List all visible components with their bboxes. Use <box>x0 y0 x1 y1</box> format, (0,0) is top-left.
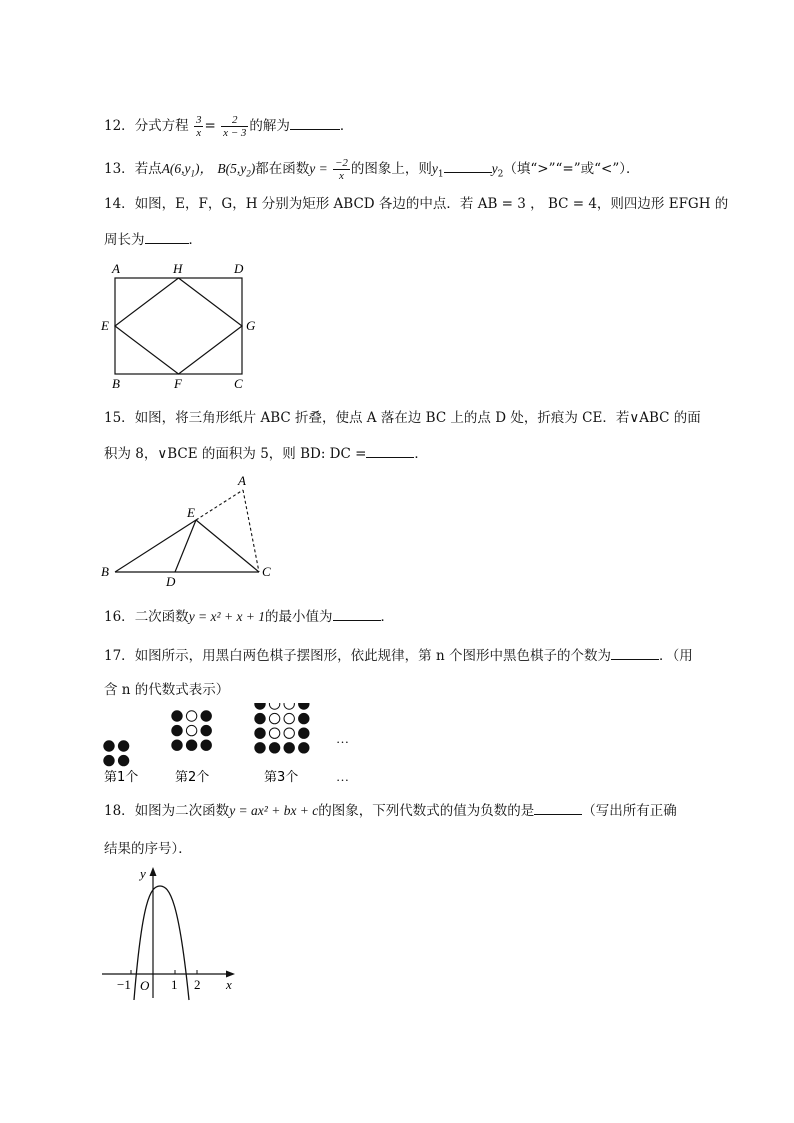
segment-ea-dashed <box>196 490 243 520</box>
black-piece <box>201 711 211 721</box>
answer-blank[interactable] <box>145 229 189 244</box>
label-A: A <box>112 261 120 276</box>
label-A: A <box>238 473 246 488</box>
label-H: H <box>173 261 183 276</box>
black-piece <box>299 728 309 738</box>
question-15-line1: 15．如图，将三角形纸片 ABC 折叠，使点 A 落在边 BC 上的点 D 处，折痕为 CE．若∨ABC 的面 <box>104 410 701 426</box>
question-12: 12．分式方程 $\frac{3}{x}$ = $\frac{2}{x - 3}$ 的解为 ． <box>104 114 354 139</box>
white-piece <box>269 713 279 723</box>
question-18-line2: 结果的序号）． <box>104 841 192 857</box>
question-15-line2: 积为 8，∨BCE 的面积为 5，则 BD: DC = ． <box>104 443 428 464</box>
label-C: C <box>262 564 271 579</box>
caption-2: 第2个 <box>175 770 210 785</box>
white-piece <box>269 703 279 709</box>
question-18-line1: 18．如图为二次函数y = ax² + bx + c的图象，下列代数式的值为负数的是 （写出所有正确 <box>104 800 677 821</box>
black-piece <box>201 725 211 735</box>
black-piece <box>269 743 279 753</box>
fraction-3-over-x: $\frac{3}{x}$ <box>195 114 202 139</box>
black-piece <box>201 740 211 750</box>
tick-label-1: 1 <box>171 977 178 992</box>
chess-pattern-figure <box>98 703 368 787</box>
black-piece <box>255 703 265 709</box>
label-E: E <box>101 318 109 333</box>
white-piece <box>186 725 196 735</box>
rectangle-abcd <box>115 278 242 374</box>
label-B: B <box>112 376 120 391</box>
ellipsis-top: … <box>336 731 349 746</box>
question-14-line1: 14．如图，E，F，G，H 分别为矩形 ABCD 各边的中点．若 AB = 3 ， BC = 4，则四边形 EFGH 的 <box>104 196 729 212</box>
tick-label-neg1: −1 <box>117 977 131 992</box>
label-B: B <box>101 564 109 579</box>
caption-1: 第1个 <box>104 770 139 785</box>
white-piece <box>284 703 294 709</box>
answer-blank[interactable] <box>611 645 659 660</box>
question-16: 16．二次函数y = x² + x + 1的最小值为 ． <box>104 606 394 627</box>
parabola-graph <box>98 862 248 1002</box>
answer-blank[interactable] <box>366 443 414 458</box>
answer-blank[interactable] <box>534 800 582 815</box>
rectangle-figure <box>98 258 268 394</box>
black-piece <box>255 713 265 723</box>
white-piece <box>269 728 279 738</box>
black-piece <box>118 755 128 765</box>
black-piece <box>299 703 309 709</box>
label-C: C <box>234 376 243 391</box>
question-13: 13．若点$A(6,y_1)$， $B(5,y_2)$都在函数y = $\frac{-2}{x}$ 的图象上，则$y_1$ $y_2$（填“>”“=”或“<”）． <box>104 157 640 182</box>
black-piece <box>104 741 114 751</box>
question-17-line1: 17．如图所示，用黑白两色棋子摆图形，依此规律，第 n 个图形中黑色棋子的个数为 ．（用 <box>104 645 693 666</box>
black-piece <box>186 740 196 750</box>
label-D: D <box>166 574 176 589</box>
question-14-line2: 周长为 ． <box>104 229 202 250</box>
segment-ac-dashed <box>243 490 259 572</box>
black-piece <box>299 713 309 723</box>
ellipsis-bottom: … <box>336 769 349 784</box>
segment-be <box>115 520 196 572</box>
white-piece <box>284 713 294 723</box>
black-piece <box>255 743 265 753</box>
black-piece <box>104 755 114 765</box>
segment-ec <box>196 520 259 572</box>
tick-label-2: 2 <box>194 977 201 992</box>
axis-label-y: y <box>140 866 146 881</box>
caption-3: 第3个 <box>264 770 299 785</box>
black-piece <box>118 741 128 751</box>
black-piece <box>299 743 309 753</box>
label-G: G <box>246 318 256 333</box>
answer-blank[interactable] <box>290 115 340 130</box>
question-17-line2: 含 n 的代数式表示） <box>104 682 230 698</box>
quadrilateral-efgh <box>115 278 242 374</box>
black-piece <box>284 743 294 753</box>
answer-blank[interactable] <box>333 606 381 621</box>
label-F: F <box>174 376 182 391</box>
fraction-2-over-x-minus-3: $\frac{2}{x - 3}$ <box>223 114 247 139</box>
segment-ed <box>175 520 196 572</box>
black-piece <box>172 725 182 735</box>
fraction-neg2-over-x: $\frac{-2}{x}$ <box>334 157 348 182</box>
label-D: D <box>234 261 244 276</box>
black-piece <box>172 740 182 750</box>
black-piece <box>172 711 182 721</box>
triangle-fold-figure <box>98 470 288 592</box>
label-E: E <box>187 505 195 520</box>
answer-blank[interactable] <box>444 158 492 173</box>
axis-label-x: x <box>226 977 232 992</box>
white-piece <box>186 711 196 721</box>
origin-label: O <box>140 978 150 993</box>
y-axis-arrow <box>150 867 157 876</box>
white-piece <box>284 728 294 738</box>
black-piece <box>255 728 265 738</box>
